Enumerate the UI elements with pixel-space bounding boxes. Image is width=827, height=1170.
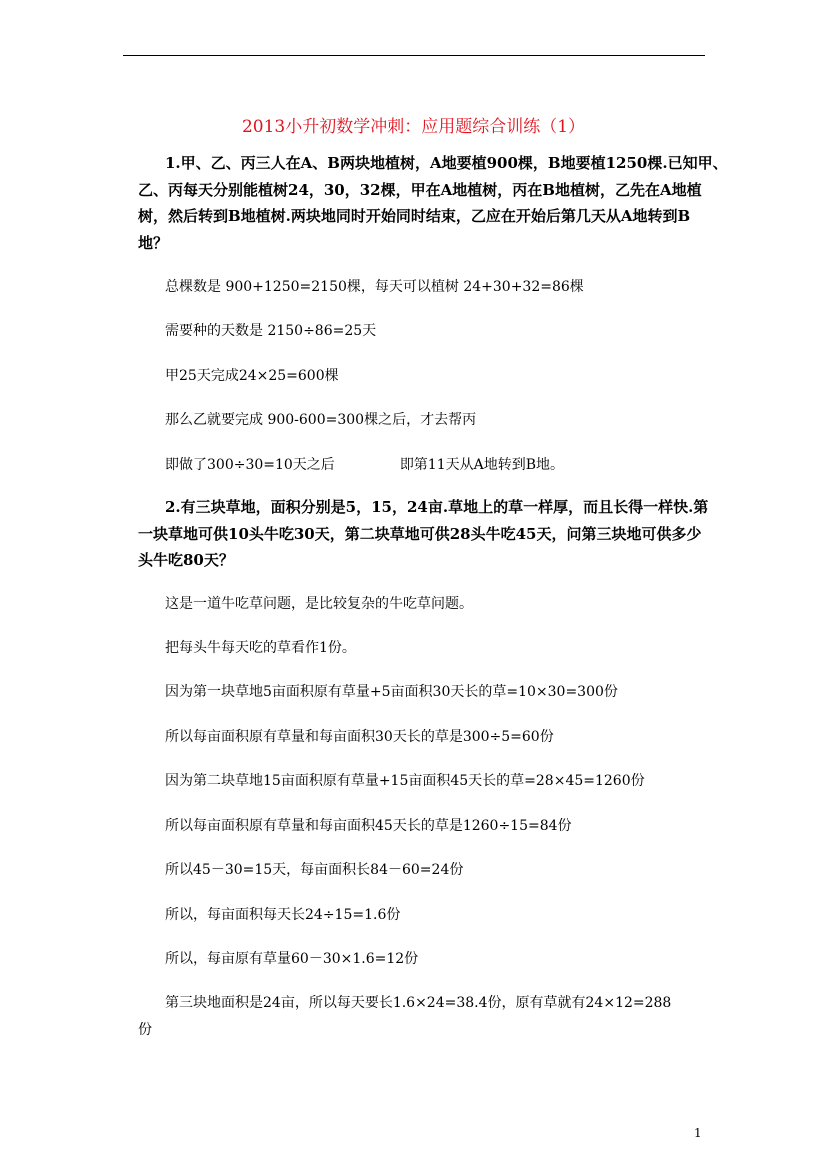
question-line: 头牛吃80天？ bbox=[138, 551, 234, 569]
question-line: 一块草地可供10头牛吃30天，第二块草地可供28头牛吃45天，问第三块地可供多少 bbox=[138, 524, 702, 543]
header-rule bbox=[123, 55, 705, 56]
problem-2-question bbox=[138, 494, 709, 574]
question-line: 地？ bbox=[138, 233, 169, 252]
answer-line: 因为第一块草地5亩面积原有草量+5亩面积30天长的草=10×30=300份 bbox=[165, 684, 618, 700]
answer-line: 把每头牛每天吃的草看作1份。 bbox=[165, 640, 356, 656]
final-answer-right: 即第11天从A地转到B地。 bbox=[399, 457, 565, 473]
problem-1-question bbox=[138, 150, 728, 256]
answer-line: 第三块地面积是24亩，所以每天要长1.6×24=38.4份，原有草就有24×12=288 bbox=[165, 995, 672, 1011]
question-line: 树，然后转到B地植树.两块地同时开始同时结束，乙应在开始后第几天从A地转到B bbox=[138, 207, 691, 225]
final-answer-left: 即做了300÷30=10天之后 bbox=[165, 457, 335, 473]
answer-line-tail: 份 bbox=[138, 1022, 152, 1038]
answer-line: 总棵数是 900+1250=2150棵，每天可以植树 24+30+32=86棵 bbox=[165, 279, 584, 295]
document-title: 2013小升初数学冲刺：应用题综合训练（1） bbox=[241, 117, 586, 137]
answer-line: 所以45－30=15天，每亩面积长84－60=24份 bbox=[165, 862, 464, 878]
answer-line: 所以，每亩原有草量60－30×1.6=12份 bbox=[165, 951, 419, 967]
question-line: 2.有三块草地，面积分别是5，15，24亩.草地上的草一样厚，而且长得一样快.第 bbox=[165, 498, 709, 516]
answer-line: 这是一道牛吃草问题，是比较复杂的牛吃草问题。 bbox=[165, 596, 473, 612]
answer-line: 所以每亩面积原有草量和每亩面积30天长的草是300÷5=60份 bbox=[165, 729, 554, 745]
answer-line: 甲25天完成24×25=600棵 bbox=[165, 368, 339, 384]
question-line: 乙、丙每天分别能植树24，30，32棵，甲在A地植树，丙在B地植树，乙先在A地植 bbox=[138, 180, 702, 199]
answer-line: 因为第二块草地15亩面积原有草量+15亩面积45天长的草=28×45=1260份 bbox=[165, 773, 645, 789]
answer-line: 所以每亩面积原有草量和每亩面积45天长的草是1260÷15=84份 bbox=[165, 818, 572, 834]
answer-line: 需要种的天数是 2150÷86=25天 bbox=[165, 323, 377, 339]
answer-line: 那么乙就要完成 900-600=300棵之后，才去帮丙 bbox=[165, 412, 477, 428]
answer-line: 所以，每亩面积每天长24÷15=1.6份 bbox=[165, 907, 401, 923]
final-answer-line bbox=[165, 454, 564, 474]
page-number: 1 bbox=[694, 1126, 702, 1140]
question-line: 1.甲、乙、丙三人在A、B两块地植树，A地要植900棵，B地要植1250棵.已知甲、 bbox=[165, 154, 728, 172]
